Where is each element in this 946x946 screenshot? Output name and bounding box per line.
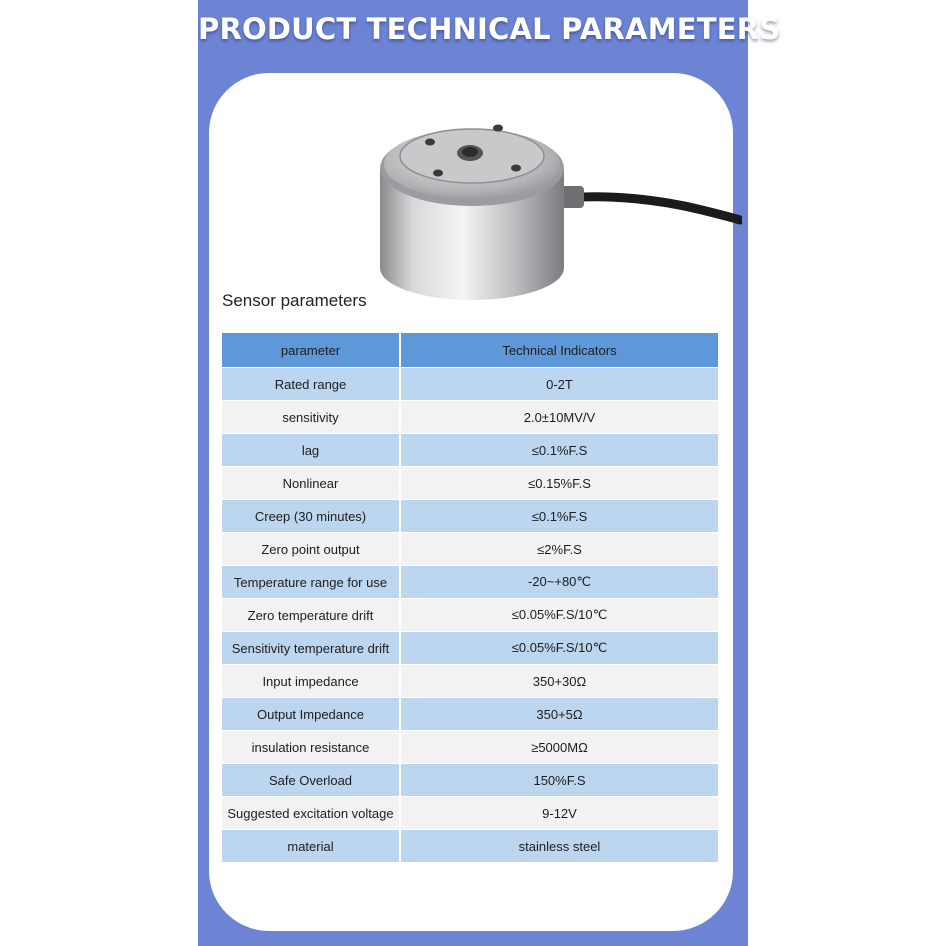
- value-cell: 350+30Ω: [532, 673, 587, 689]
- value-cell: ≤0.1%F.S: [531, 508, 588, 524]
- parameter-cell: Safe Overload: [222, 764, 401, 796]
- value-cell: 9-12V: [542, 805, 577, 821]
- parameter-cell: sensitivity: [222, 401, 401, 433]
- parameter-cell: Temperature range for use: [222, 566, 401, 598]
- parameter-cell: insulation resistance: [222, 731, 401, 763]
- section-title: Sensor parameters: [222, 291, 367, 310]
- table-row: [222, 566, 718, 599]
- value-cell: 350+5Ω: [536, 706, 583, 722]
- value-cell: ≤0.05%F.S/10℃: [511, 607, 608, 622]
- value-cell: ≥5000MΩ: [531, 739, 588, 755]
- load-cell-image: [372, 106, 742, 302]
- parameter-cell: Zero temperature drift: [222, 599, 401, 631]
- parameter-cell: Sensitivity temperature drift: [222, 632, 401, 664]
- parameter-cell: Rated range: [222, 368, 401, 400]
- value-cell: 0-2T: [546, 376, 573, 392]
- table-row: [222, 731, 718, 764]
- parameter-cell: Output Impedance: [222, 698, 401, 730]
- table-row: [222, 500, 718, 533]
- value-cell: -20~+80℃: [527, 574, 592, 589]
- table-row: [222, 599, 718, 632]
- table-row: [222, 533, 718, 566]
- table-row: [222, 764, 718, 797]
- value-cell: stainless steel: [518, 838, 601, 854]
- parameter-cell: Input impedance: [222, 665, 401, 697]
- parameter-cell: lag: [222, 434, 401, 466]
- value-cell: ≤0.05%F.S/10℃: [511, 640, 608, 655]
- table-row: [222, 632, 718, 665]
- table-row: [222, 434, 718, 467]
- parameter-cell: Suggested excitation voltage: [222, 797, 401, 829]
- parameter-cell: Creep (30 minutes): [222, 500, 401, 532]
- spec-table: [222, 333, 718, 861]
- table-row: [222, 698, 718, 731]
- parameter-cell: Nonlinear: [222, 467, 401, 499]
- value-cell: ≤0.15%F.S: [528, 475, 591, 491]
- header-technical-indicators: Technical Indicators: [502, 342, 617, 358]
- table-header-row: [222, 333, 718, 368]
- page-title: PRODUCT TECHNICAL PARAMETERS: [198, 12, 781, 46]
- parameter-cell: material: [222, 830, 401, 862]
- header-parameter: parameter: [222, 333, 401, 367]
- table-row: [222, 368, 718, 401]
- value-cell: 2.0±10MV/V: [523, 409, 596, 425]
- table-row: [222, 665, 718, 698]
- parameter-cell: Zero point output: [222, 533, 401, 565]
- value-cell: 150%F.S: [533, 772, 586, 788]
- table-row: [222, 830, 718, 863]
- value-cell: ≤0.1%F.S: [531, 442, 588, 458]
- table-row: [222, 401, 718, 434]
- table-row: [222, 467, 718, 500]
- table-row: [222, 797, 718, 830]
- value-cell: ≤2%F.S: [537, 541, 582, 557]
